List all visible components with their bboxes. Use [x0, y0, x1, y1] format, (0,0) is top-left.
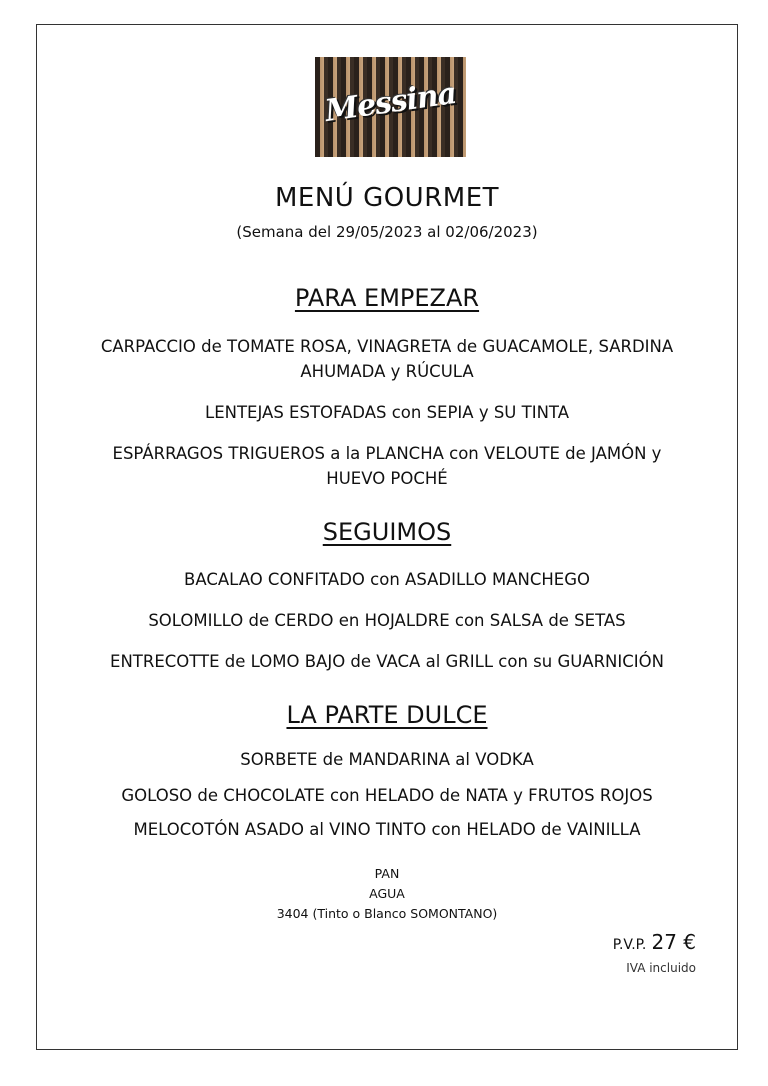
dish-item: SOLOMILLO de CERDO en HOJALDRE con SALSA de SETAS	[148, 611, 626, 630]
dish-item: ENTRECOTTE de LOMO BAJO de VACA al GRILL con su GUARNICIÓN	[110, 652, 664, 671]
extra-item: AGUA	[369, 886, 405, 901]
menu-title: MENÚ GOURMET	[274, 183, 500, 213]
dish-item: BACALAO CONFITADO con ASADILLO MANCHEGO	[184, 570, 590, 589]
section-heading-desserts: LA PARTE DULCE	[286, 701, 488, 729]
extra-item: 3404 (Tinto o Blanco SOMONTANO)	[276, 906, 498, 921]
dish-item: MELOCOTÓN ASADO al VINO TINTO con HELADO de VAINILLA	[133, 820, 641, 839]
dish-item: CARPACCIO de TOMATE ROSA, VINAGRETA de GUACAMOLE, SARDINA AHUMADA y RÚCULA	[100, 337, 674, 381]
vat-note: IVA incluido	[626, 961, 696, 975]
dish-item: SORBETE de MANDARINA al VODKA	[240, 750, 534, 769]
price-value: 27 €	[651, 930, 696, 954]
logo-wordmark: Messina	[322, 76, 459, 129]
extra-item: PAN	[374, 866, 400, 881]
dish-item: GOLOSO de CHOCOLATE con HELADO de NATA y FRUTOS ROJOS	[121, 786, 653, 805]
section-heading-mains: SEGUIMOS	[322, 518, 452, 546]
section-heading-starters: PARA EMPEZAR	[294, 284, 480, 312]
extras-list	[36, 864, 738, 924]
restaurant-logo	[315, 57, 466, 157]
dish-item: LENTEJAS ESTOFADAS con SEPIA y SU TINTA	[205, 403, 569, 422]
dish-item: ESPÁRRAGOS TRIGUEROS a la PLANCHA con VELOUTE de JAMÓN y HUEVO POCHÉ	[112, 444, 662, 488]
price-block	[613, 930, 696, 954]
price-label: P.V.P.	[612, 937, 647, 953]
menu-week: (Semana del 29/05/2023 al 02/06/2023)	[236, 223, 538, 241]
